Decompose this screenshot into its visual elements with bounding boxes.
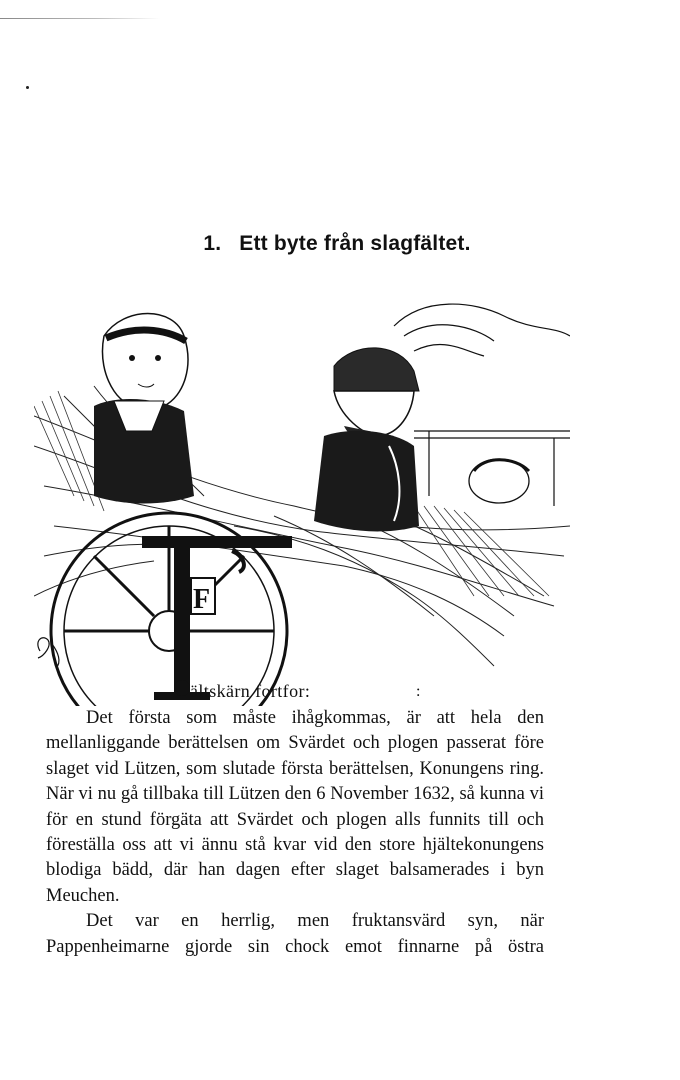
print-speck (26, 86, 29, 89)
chapter-heading (0, 232, 677, 256)
chapter-title: Ett byte från slagfältet. (239, 232, 471, 256)
stray-colon: : (416, 683, 421, 700)
paragraph-2: Det var en herrlig, men fruktansvärd syn, när Pappenheimarne gjorde sin chock emot finnarne på östra (46, 911, 544, 957)
sleeping-figure (469, 459, 529, 503)
soldier-figure (314, 304, 570, 531)
top-rule (0, 18, 160, 19)
body-text (46, 706, 544, 960)
woman-figure (94, 314, 194, 504)
engraving-illustration (34, 296, 570, 706)
chapter-number: 1. (203, 232, 222, 256)
initial-letter-glyph: F (193, 584, 211, 615)
paragraph-1: Det första som måste ihågkommas, är att hela den mellanliggande berättelsen om Svärdet och plogen passerat före slaget vid Lützen, som slutade första berättelsen, Konungens ring. När vi nu gå tillbaka till Lützen den 6 November 1632, så kunna vi för en stund förgäta att Svärdet och plogen alls funnits till och föreställa oss att vi ännu stå kvar vid den store hjältekonungens blodiga bädd, där han dagen efter slaget balsamerades i byn Meuchen. (46, 708, 544, 906)
initial-letter-f (142, 536, 292, 700)
opening-line: ältskärn fortfor: (190, 681, 311, 701)
